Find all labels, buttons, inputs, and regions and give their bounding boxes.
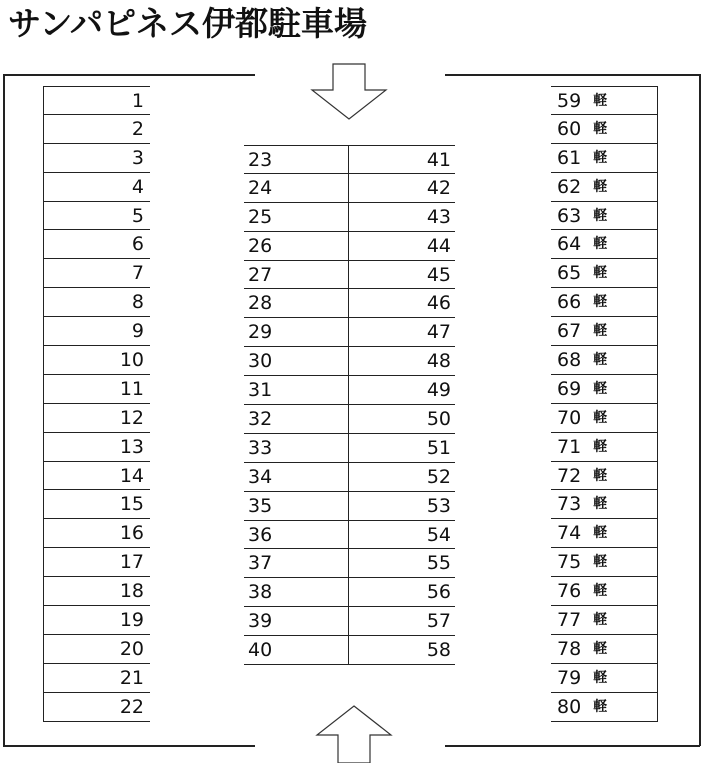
boundary-bottom-left — [3, 745, 255, 747]
parking-space-kei — [551, 230, 657, 259]
space-number: 49 — [426, 379, 451, 402]
kei-car-tag: 軽 — [593, 323, 608, 340]
parking-space — [44, 635, 150, 664]
space-number: 46 — [426, 292, 451, 315]
parking-space-pair — [244, 318, 455, 347]
space-number: 35 — [244, 492, 349, 520]
space-number: 75 — [557, 551, 582, 574]
space-number: 37 — [244, 549, 349, 577]
space-number: 23 — [244, 146, 349, 173]
parking-space-kei — [551, 433, 657, 462]
space-number: 55 — [426, 552, 451, 575]
space-number: 10 — [119, 349, 144, 372]
kei-car-tag: 軽 — [593, 583, 608, 600]
space-number: 54 — [426, 523, 451, 546]
parking-space-kei — [551, 259, 657, 288]
parking-space-pair — [244, 347, 455, 376]
kei-car-tag: 軽 — [593, 380, 608, 397]
parking-space-kei — [551, 86, 657, 115]
parking-space — [44, 375, 150, 404]
space-number: 14 — [119, 464, 144, 487]
space-number: 2 — [131, 117, 144, 140]
parking-space-kei — [551, 606, 657, 635]
parking-column-right — [551, 86, 658, 722]
space-number: 29 — [244, 318, 349, 346]
kei-car-tag: 軽 — [593, 149, 608, 166]
space-number: 45 — [426, 263, 451, 286]
kei-car-tag: 軽 — [593, 93, 608, 109]
space-number: 6 — [131, 233, 144, 256]
space-number: 11 — [119, 377, 144, 400]
boundary-right — [699, 74, 701, 746]
parking-space-kei — [551, 115, 657, 144]
parking-space-pair — [244, 261, 455, 290]
space-number: 9 — [131, 320, 144, 343]
space-number: 4 — [131, 175, 144, 198]
space-number: 33 — [244, 434, 349, 462]
parking-space-kei — [551, 693, 657, 722]
parking-space-pair — [244, 232, 455, 261]
kei-car-tag: 軽 — [593, 120, 608, 137]
space-number: 60 — [557, 117, 582, 140]
parking-space — [44, 462, 150, 491]
parking-space-pair — [244, 145, 455, 174]
kei-car-tag: 軽 — [593, 352, 608, 369]
down-arrow-icon — [310, 63, 388, 121]
space-number: 22 — [119, 695, 144, 718]
parking-space — [44, 115, 150, 144]
parking-space-kei — [551, 664, 657, 693]
kei-car-tag: 軽 — [593, 207, 608, 224]
space-number: 76 — [557, 580, 582, 603]
parking-space-pair — [244, 607, 455, 636]
parking-space-kei — [551, 548, 657, 577]
space-number: 78 — [557, 637, 582, 660]
parking-space-pair — [244, 492, 455, 521]
parking-space-pair — [244, 578, 455, 607]
parking-space — [44, 317, 150, 346]
boundary-left — [3, 74, 5, 746]
space-number: 77 — [557, 609, 582, 632]
kei-car-tag: 軽 — [593, 554, 608, 571]
space-number: 39 — [244, 607, 349, 635]
space-number: 8 — [131, 291, 144, 314]
space-number: 26 — [244, 232, 349, 260]
space-number: 70 — [557, 406, 582, 429]
parking-space — [44, 693, 150, 722]
space-number: 24 — [244, 174, 349, 202]
space-number: 38 — [244, 578, 349, 606]
parking-space-pair — [244, 549, 455, 578]
parking-space-pair — [244, 405, 455, 434]
space-number: 43 — [426, 205, 451, 228]
space-number: 28 — [244, 289, 349, 317]
parking-space — [44, 230, 150, 259]
space-number: 36 — [244, 521, 349, 549]
parking-space — [44, 404, 150, 433]
space-number: 62 — [557, 175, 582, 198]
space-number: 59 — [557, 90, 582, 112]
kei-car-tag: 軽 — [593, 525, 608, 542]
kei-car-tag: 軽 — [593, 612, 608, 629]
parking-space-pair — [244, 174, 455, 203]
parking-space-kei — [551, 462, 657, 491]
space-number: 31 — [244, 376, 349, 404]
parking-space-pair — [244, 289, 455, 318]
kei-car-tag: 軽 — [593, 438, 608, 455]
parking-space — [44, 606, 150, 635]
space-number: 44 — [426, 234, 451, 257]
kei-car-tag: 軽 — [593, 467, 608, 484]
parking-space-pair — [244, 434, 455, 463]
space-number: 50 — [426, 408, 451, 431]
space-number: 73 — [557, 493, 582, 516]
space-number: 12 — [119, 406, 144, 429]
space-number: 47 — [426, 321, 451, 344]
parking-space — [44, 490, 150, 519]
space-number: 72 — [557, 464, 582, 487]
parking-space-kei — [551, 375, 657, 404]
parking-space-kei — [551, 202, 657, 231]
space-number: 30 — [244, 347, 349, 375]
space-number: 68 — [557, 349, 582, 372]
space-number: 3 — [131, 146, 144, 169]
parking-space-kei — [551, 346, 657, 375]
parking-space — [44, 577, 150, 606]
kei-car-tag: 軽 — [593, 496, 608, 513]
boundary-top-left — [3, 74, 255, 76]
parking-space-pair — [244, 203, 455, 232]
space-number: 66 — [557, 291, 582, 314]
space-number: 19 — [119, 609, 144, 632]
space-number: 15 — [119, 493, 144, 516]
boundary-bottom-right — [445, 745, 700, 747]
parking-space — [44, 288, 150, 317]
parking-space — [44, 548, 150, 577]
parking-space-pair — [244, 521, 455, 550]
space-number: 56 — [426, 581, 451, 604]
page-title: サンパピネス伊都駐車場 — [8, 4, 368, 43]
space-number: 20 — [119, 637, 144, 660]
parking-space-kei — [551, 288, 657, 317]
parking-space — [44, 346, 150, 375]
space-number: 25 — [244, 203, 349, 231]
kei-car-tag: 軽 — [593, 698, 608, 715]
space-number: 32 — [244, 405, 349, 433]
space-number: 1 — [131, 90, 144, 112]
parking-space-kei — [551, 144, 657, 173]
space-number: 17 — [119, 551, 144, 574]
parking-space-kei — [551, 173, 657, 202]
parking-space — [44, 664, 150, 693]
parking-space-kei — [551, 404, 657, 433]
space-number: 51 — [426, 436, 451, 459]
space-number: 16 — [119, 522, 144, 545]
parking-space — [44, 519, 150, 548]
boundary-top-right — [445, 74, 700, 76]
parking-space — [44, 259, 150, 288]
space-number: 65 — [557, 262, 582, 285]
parking-space-kei — [551, 635, 657, 664]
space-number: 57 — [426, 610, 451, 633]
parking-space — [44, 202, 150, 231]
space-number: 27 — [244, 261, 349, 289]
kei-car-tag: 軽 — [593, 669, 608, 686]
parking-space — [44, 144, 150, 173]
parking-space — [44, 86, 150, 115]
parking-space-kei — [551, 577, 657, 606]
kei-car-tag: 軽 — [593, 236, 608, 253]
parking-space-pair — [244, 636, 455, 665]
parking-column-left — [43, 86, 150, 722]
space-number: 63 — [557, 204, 582, 227]
space-number: 61 — [557, 146, 582, 169]
space-number: 58 — [426, 639, 451, 662]
space-number: 53 — [426, 494, 451, 517]
kei-car-tag: 軽 — [593, 178, 608, 195]
parking-space-kei — [551, 490, 657, 519]
space-number: 21 — [119, 666, 144, 689]
parking-space — [44, 433, 150, 462]
kei-car-tag: 軽 — [593, 265, 608, 282]
parking-space-kei — [551, 519, 657, 548]
space-number: 48 — [426, 350, 451, 373]
space-number: 34 — [244, 463, 349, 491]
space-number: 13 — [119, 435, 144, 458]
parking-column-middle — [244, 145, 455, 665]
space-number: 74 — [557, 522, 582, 545]
parking-space-kei — [551, 317, 657, 346]
space-number: 40 — [244, 636, 349, 664]
space-number: 80 — [557, 695, 582, 718]
space-number: 79 — [557, 666, 582, 689]
space-number: 64 — [557, 233, 582, 256]
parking-space — [44, 173, 150, 202]
up-arrow-icon — [315, 705, 393, 763]
space-number: 7 — [131, 262, 144, 285]
parking-space-pair — [244, 463, 455, 492]
space-number: 18 — [119, 580, 144, 603]
parking-space-pair — [244, 376, 455, 405]
space-number: 71 — [557, 435, 582, 458]
space-number: 67 — [557, 320, 582, 343]
kei-car-tag: 軽 — [593, 640, 608, 657]
space-number: 42 — [426, 176, 451, 199]
space-number: 41 — [426, 149, 451, 171]
kei-car-tag: 軽 — [593, 409, 608, 426]
kei-car-tag: 軽 — [593, 294, 608, 311]
space-number: 69 — [557, 377, 582, 400]
space-number: 5 — [131, 204, 144, 227]
space-number: 52 — [426, 465, 451, 488]
